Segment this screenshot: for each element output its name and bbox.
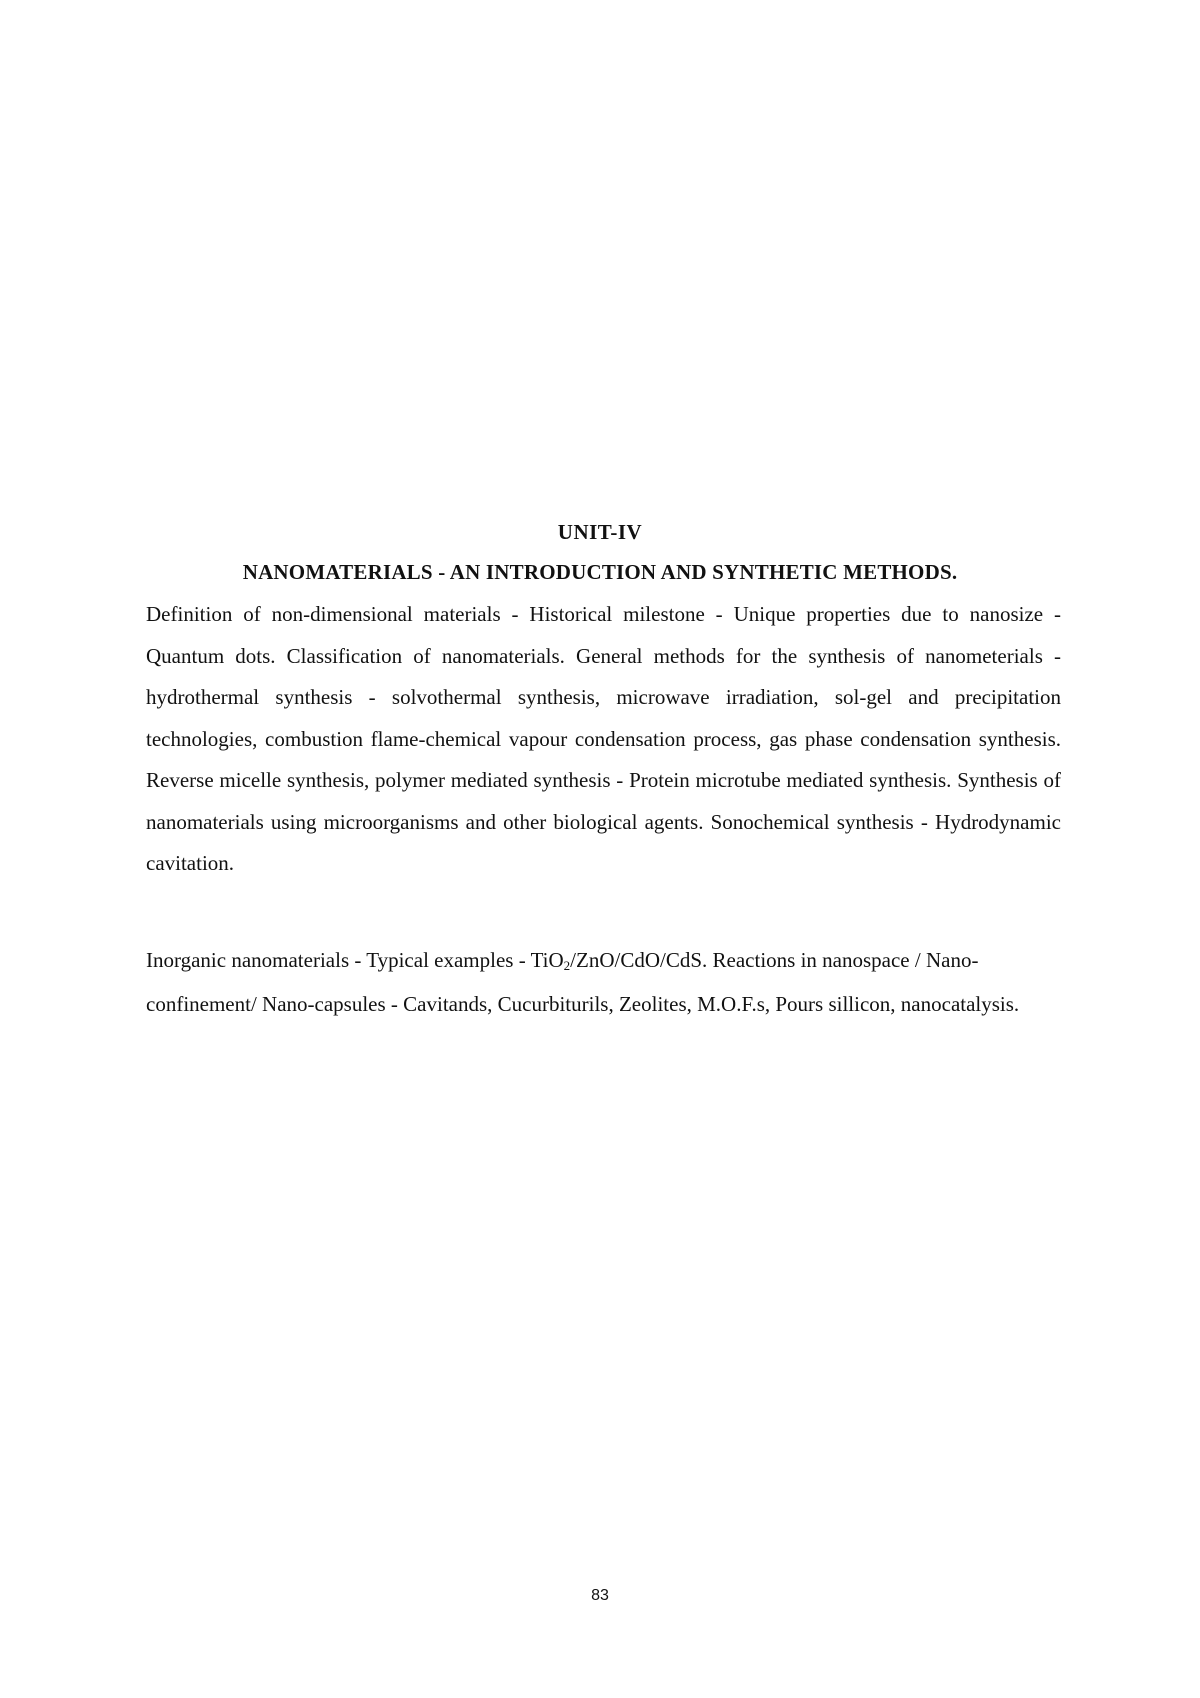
paragraph-2-prefix: Inorganic nanomaterials - Typical examples - TiO <box>146 948 564 972</box>
page-number: 83 <box>591 1587 609 1604</box>
syllabus-paragraph-2 <box>146 941 1061 1023</box>
syllabus-paragraph-1: Definition of non-dimensional materials - Historical milestone - Unique properties due to nanosize - Quantum dots. Classification of nanomaterials. General methods for the synthesis of nanometerials - hydrothermal synthesis - solvothermal synthesis, microwave irradiation, sol-gel and precipitation technologies, combustion flame-chemical vapour condensation process, gas phase condensation synthesis. Reverse micelle synthesis, polymer mediated synthesis - Protein microtube mediated synthesis. Synthesis of nanomaterials using microorganisms and other biological agents. Sonochemical synthesis - Hydrodynamic cavitation. <box>146 602 1061 875</box>
unit-title: NANOMATERIALS - AN INTRODUCTION AND SYNTHETIC METHODS. <box>242 560 958 584</box>
unit-label: UNIT-IV <box>557 520 643 544</box>
paragraph-2-suffix: /ZnO/CdO/CdS. Reactions in nanospace / Nano-confinement/ Nano-capsules - Cavitands, Cucurbiturils, Zeolites, M.O.F.s, Pours sillicon, nanocatalysis. <box>146 948 1020 1016</box>
paragraph-2-subscript: 2 <box>563 958 571 973</box>
